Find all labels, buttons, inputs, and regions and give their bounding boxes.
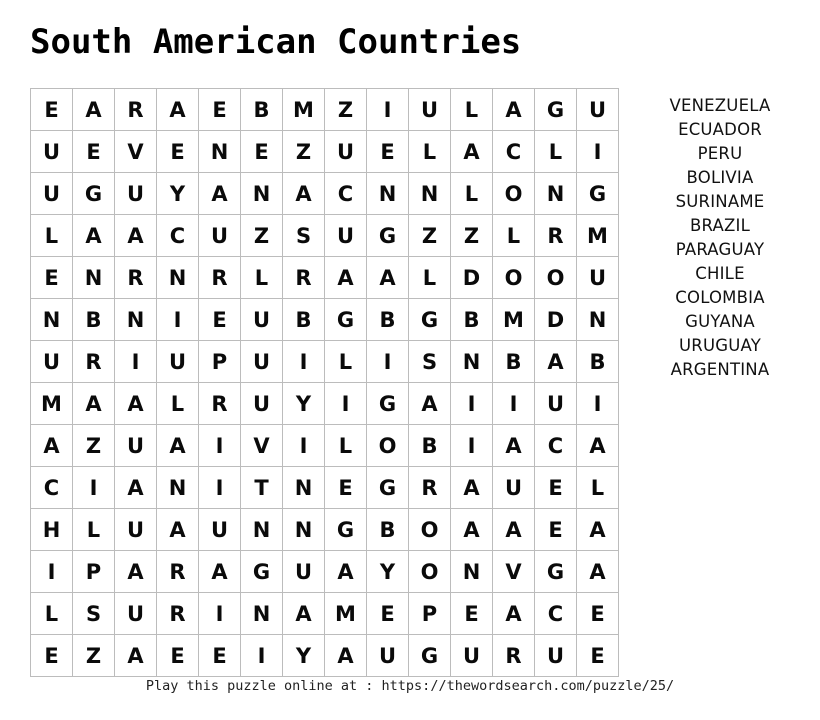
grid-cell[interactable]: B [451,299,493,341]
word-list-item[interactable]: ARGENTINA [670,360,770,379]
grid-cell[interactable]: I [115,341,157,383]
grid-cell[interactable]: Y [283,383,325,425]
grid-cell[interactable]: A [73,89,115,131]
grid-row [31,131,619,173]
grid-cell[interactable]: N [409,173,451,215]
grid-cell[interactable]: B [367,509,409,551]
grid-cell[interactable]: E [31,635,73,677]
grid-cell[interactable]: I [451,383,493,425]
grid-cell[interactable]: U [577,257,619,299]
grid-cell[interactable]: I [367,89,409,131]
grid-cell[interactable]: R [199,383,241,425]
grid-cell[interactable]: V [493,551,535,593]
grid-cell[interactable]: U [577,89,619,131]
grid-cell[interactable]: B [283,299,325,341]
grid-cell[interactable]: U [535,383,577,425]
grid-cell[interactable]: I [577,383,619,425]
grid-cell[interactable]: U [535,635,577,677]
grid-cell[interactable]: U [157,341,199,383]
grid-cell[interactable]: A [157,425,199,467]
grid-cell[interactable]: U [115,593,157,635]
grid-cell[interactable]: C [493,131,535,173]
grid-cell[interactable]: U [241,299,283,341]
grid-cell[interactable]: L [73,509,115,551]
grid-cell[interactable]: E [73,131,115,173]
grid-cell[interactable]: E [31,257,73,299]
grid-cell[interactable]: I [367,341,409,383]
grid-cell[interactable]: I [283,425,325,467]
grid-cell[interactable]: O [367,425,409,467]
grid-cell[interactable]: N [31,299,73,341]
grid-cell[interactable]: I [31,551,73,593]
grid-cell[interactable]: I [241,635,283,677]
grid-cell[interactable]: D [451,257,493,299]
grid-cell[interactable]: A [493,593,535,635]
word-list-item[interactable]: BOLIVIA [686,168,754,187]
grid-cell[interactable]: R [157,593,199,635]
grid-cell[interactable]: N [115,299,157,341]
word-list-item[interactable]: PARAGUAY [675,240,765,259]
grid-cell[interactable]: U [115,173,157,215]
grid-cell[interactable]: A [199,173,241,215]
grid-row [31,593,619,635]
grid-cell[interactable]: R [283,257,325,299]
grid-cell[interactable]: G [535,89,577,131]
grid-cell[interactable]: U [451,635,493,677]
grid-cell[interactable]: N [577,299,619,341]
grid-cell[interactable]: U [283,551,325,593]
grid-cell[interactable]: E [31,89,73,131]
grid-cell[interactable]: A [451,467,493,509]
word-list-item[interactable]: COLOMBIA [675,288,765,307]
grid-cell[interactable]: B [367,299,409,341]
grid-cell[interactable]: S [409,341,451,383]
grid-cell[interactable]: A [73,383,115,425]
grid-cell[interactable]: I [199,467,241,509]
grid-cell[interactable]: G [241,551,283,593]
grid-cell[interactable]: O [409,509,451,551]
grid-cell[interactable]: B [73,299,115,341]
grid-cell[interactable]: D [535,299,577,341]
grid-cell[interactable]: Z [283,131,325,173]
grid-cell[interactable]: E [199,299,241,341]
grid-cell[interactable]: E [241,131,283,173]
grid-cell[interactable]: Z [241,215,283,257]
grid-cell[interactable]: A [577,509,619,551]
word-list-item[interactable]: VENEZUELA [669,96,771,115]
grid-cell[interactable]: A [157,509,199,551]
grid-cell[interactable]: L [325,425,367,467]
grid-cell[interactable]: U [493,467,535,509]
grid-cell[interactable]: M [325,593,367,635]
grid-cell[interactable]: U [241,341,283,383]
word-list-item[interactable]: URUGUAY [679,336,761,355]
grid-row [31,467,619,509]
grid-cell[interactable]: G [325,509,367,551]
grid-cell[interactable]: U [199,215,241,257]
grid-row [31,89,619,131]
grid-cell[interactable]: B [241,89,283,131]
grid-cell[interactable]: N [241,593,283,635]
grid-cell[interactable]: Z [73,635,115,677]
grid-cell[interactable]: E [577,593,619,635]
grid-cell[interactable]: R [535,215,577,257]
grid-row [31,383,619,425]
grid-cell[interactable]: B [493,341,535,383]
grid-cell[interactable]: P [73,551,115,593]
grid-cell[interactable]: M [31,383,73,425]
grid-cell[interactable]: L [409,131,451,173]
grid-cell[interactable]: A [325,551,367,593]
grid-cell[interactable]: A [199,551,241,593]
grid-cell[interactable]: P [409,593,451,635]
grid-cell[interactable]: I [73,467,115,509]
grid-cell[interactable]: U [115,509,157,551]
grid-cell[interactable]: U [409,89,451,131]
grid-cell[interactable]: R [73,341,115,383]
grid-cell[interactable]: L [577,467,619,509]
grid-cell[interactable]: U [199,509,241,551]
grid-cell[interactable]: R [199,257,241,299]
grid-cell[interactable]: C [157,215,199,257]
grid-cell[interactable]: E [535,509,577,551]
grid-cell[interactable]: A [493,89,535,131]
grid-cell[interactable]: I [283,341,325,383]
grid-cell[interactable]: A [325,635,367,677]
grid-row [31,299,619,341]
grid-cell[interactable]: E [157,131,199,173]
grid-cell[interactable]: G [409,635,451,677]
word-list-item[interactable]: CHILE [695,264,745,283]
grid-cell[interactable]: T [241,467,283,509]
grid-cell[interactable]: S [283,215,325,257]
grid-cell[interactable]: L [325,341,367,383]
grid-cell[interactable]: B [577,341,619,383]
grid-cell[interactable]: U [367,635,409,677]
grid-cell[interactable]: Y [283,635,325,677]
grid-cell[interactable]: I [199,425,241,467]
grid-cell[interactable]: G [325,299,367,341]
word-search-puzzle [30,88,619,677]
grid-cell[interactable]: I [199,593,241,635]
word-list-item[interactable]: ECUADOR [678,120,762,139]
grid-cell[interactable]: U [115,425,157,467]
grid-cell[interactable]: A [451,131,493,173]
grid-cell[interactable]: E [325,467,367,509]
grid-cell[interactable]: U [31,341,73,383]
grid-cell[interactable]: O [493,257,535,299]
grid-cell[interactable]: I [157,299,199,341]
grid-cell[interactable]: N [283,509,325,551]
grid-cell[interactable]: A [451,509,493,551]
grid-cell[interactable]: P [199,341,241,383]
grid-cell[interactable]: A [535,341,577,383]
grid-cell[interactable]: E [157,635,199,677]
grid-cell[interactable]: U [325,215,367,257]
grid-cell[interactable]: L [241,257,283,299]
grid-cell[interactable]: R [409,467,451,509]
grid-cell[interactable]: V [115,131,157,173]
grid-cell[interactable]: A [409,383,451,425]
grid-cell[interactable]: A [157,89,199,131]
grid-cell[interactable]: V [241,425,283,467]
grid-cell[interactable]: L [451,173,493,215]
grid-cell[interactable]: A [115,383,157,425]
letter-grid-body [31,89,619,677]
grid-cell[interactable]: I [325,383,367,425]
grid-cell[interactable]: N [241,509,283,551]
word-list [636,94,804,382]
grid-row [31,509,619,551]
grid-cell[interactable]: A [283,593,325,635]
letter-grid[interactable] [30,88,619,677]
grid-cell[interactable]: N [199,131,241,173]
grid-cell[interactable]: A [367,257,409,299]
grid-row [31,173,619,215]
grid-cell[interactable]: Z [73,425,115,467]
grid-cell[interactable]: C [535,593,577,635]
word-list-item[interactable]: GUYANA [685,312,755,331]
grid-cell[interactable]: R [115,257,157,299]
grid-cell[interactable]: E [367,131,409,173]
grid-cell[interactable]: M [577,215,619,257]
grid-cell[interactable]: I [493,383,535,425]
grid-cell[interactable]: O [535,257,577,299]
grid-cell[interactable]: A [493,425,535,467]
grid-cell[interactable]: A [115,635,157,677]
grid-cell[interactable]: A [115,215,157,257]
word-list-item[interactable]: SURINAME [675,192,765,211]
grid-cell[interactable]: Z [409,215,451,257]
grid-cell[interactable]: Y [367,551,409,593]
grid-cell[interactable]: R [115,89,157,131]
grid-row [31,215,619,257]
grid-cell[interactable]: N [367,173,409,215]
grid-cell[interactable]: A [73,215,115,257]
grid-cell[interactable]: E [451,593,493,635]
grid-cell[interactable]: C [535,425,577,467]
grid-cell[interactable]: S [73,593,115,635]
grid-cell[interactable]: L [451,89,493,131]
grid-cell[interactable]: N [73,257,115,299]
grid-cell[interactable]: E [199,635,241,677]
grid-cell[interactable]: A [325,257,367,299]
grid-cell[interactable]: Z [451,215,493,257]
grid-cell[interactable]: L [157,383,199,425]
grid-row [31,551,619,593]
grid-cell[interactable]: N [157,467,199,509]
grid-cell[interactable]: G [367,215,409,257]
grid-cell[interactable]: E [199,89,241,131]
word-list-item[interactable]: PERU [697,144,743,163]
grid-cell[interactable]: L [493,215,535,257]
grid-cell[interactable]: U [325,131,367,173]
grid-cell[interactable]: N [451,341,493,383]
grid-cell[interactable]: U [241,383,283,425]
grid-cell[interactable]: N [283,467,325,509]
grid-cell[interactable]: G [73,173,115,215]
grid-cell[interactable]: Y [157,173,199,215]
grid-cell[interactable]: E [577,635,619,677]
word-list-item[interactable]: BRAZIL [690,216,750,235]
grid-cell[interactable]: E [367,593,409,635]
grid-cell[interactable]: R [157,551,199,593]
footer-note: Play this puzzle online at : https://thewordsearch.com/puzzle/25/ [145,678,675,694]
grid-cell[interactable]: G [367,467,409,509]
grid-cell[interactable]: H [31,509,73,551]
grid-cell[interactable]: G [577,173,619,215]
grid-cell[interactable]: A [493,509,535,551]
grid-cell[interactable]: A [577,551,619,593]
grid-cell[interactable]: A [577,425,619,467]
grid-cell[interactable]: A [283,173,325,215]
grid-cell[interactable]: Z [325,89,367,131]
grid-cell[interactable]: R [493,635,535,677]
grid-cell[interactable]: N [451,551,493,593]
grid-row [31,341,619,383]
grid-cell[interactable]: N [241,173,283,215]
grid-cell[interactable]: L [535,131,577,173]
grid-cell[interactable]: A [115,467,157,509]
grid-cell[interactable]: A [31,425,73,467]
grid-cell[interactable]: B [409,425,451,467]
grid-cell[interactable]: U [31,173,73,215]
grid-cell[interactable]: E [535,467,577,509]
grid-cell[interactable]: L [409,257,451,299]
grid-cell[interactable]: C [31,467,73,509]
grid-cell[interactable]: G [409,299,451,341]
grid-cell[interactable]: M [283,89,325,131]
grid-cell[interactable]: N [157,257,199,299]
grid-cell[interactable]: O [493,173,535,215]
grid-cell[interactable]: M [493,299,535,341]
grid-cell[interactable]: U [31,131,73,173]
grid-row [31,425,619,467]
grid-cell[interactable]: L [31,593,73,635]
grid-cell[interactable]: A [115,551,157,593]
page-title: South American Countries [30,22,522,62]
grid-row [31,257,619,299]
grid-cell[interactable]: I [577,131,619,173]
grid-cell[interactable]: G [535,551,577,593]
grid-row [31,635,619,677]
grid-cell[interactable]: L [31,215,73,257]
grid-cell[interactable]: I [451,425,493,467]
grid-cell[interactable]: O [409,551,451,593]
grid-cell[interactable]: G [367,383,409,425]
grid-cell[interactable]: N [535,173,577,215]
grid-cell[interactable]: C [325,173,367,215]
